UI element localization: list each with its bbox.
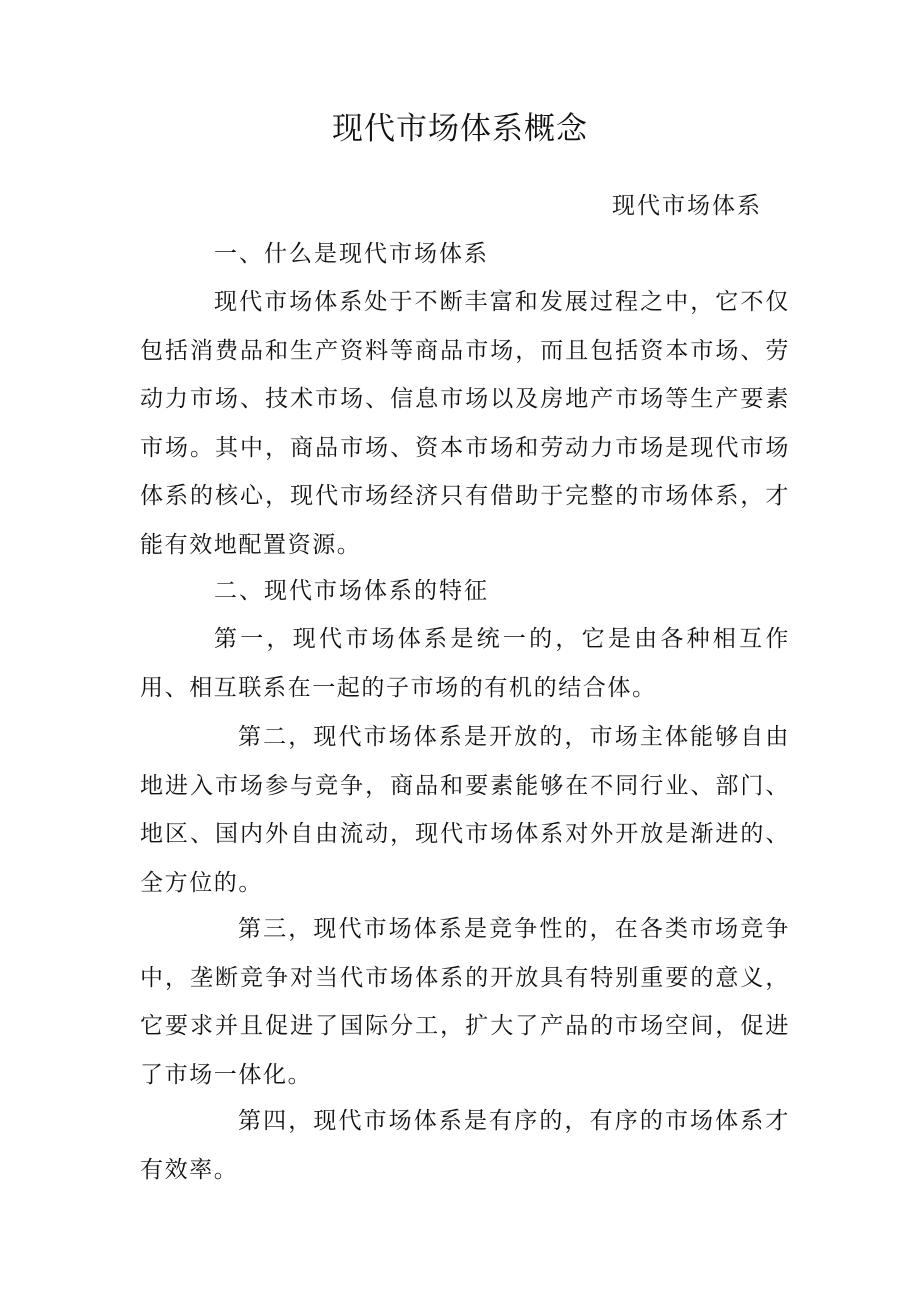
document-title: 现代市场体系概念 xyxy=(332,111,588,147)
paragraph-feature-open: 第二，现代市场体系是开放的，市场主体能够自由地进入市场参与竞争，商品和要素能够在不同行业、部门、地区、国内外自由流动，现代市场体系对外开放是渐进的、全方位的。 xyxy=(140,724,790,896)
paragraph-feature-unified: 第一，现代市场体系是统一的，它是由各种相互作用、相互联系在一起的子市场的有机的结合体。 xyxy=(140,626,790,701)
section-heading-2: 二、现代市场体系的特征 xyxy=(214,578,489,604)
section-heading-1: 一、什么是现代市场体系 xyxy=(214,241,489,267)
document-subtitle: 现代市场体系 xyxy=(612,193,762,219)
paragraph-feature-orderly: 第四，现代市场体系是有序的，有序的市场体系才有效率。 xyxy=(140,1108,790,1183)
paragraph-definition: 现代市场体系处于不断丰富和发展过程之中，它不仅包括消费品和生产资料等商品市场，而且包括资本市场、劳动力市场、技术市场、信息市场以及房地产市场等生产要素市场。其中，商品市场、资本市场和劳动力市场是现代市场体系的核心，现代市场经济只有借助于完整的市场体系，才能有效地配置资源。 xyxy=(140,289,790,558)
paragraph-feature-competitive: 第三，现代市场体系是竞争性的，在各类市场竞争中，垄断竞争对当代市场体系的开放具有特别重要的意义，它要求并且促进了国际分工，扩大了产品的市场空间，促进了市场一体化。 xyxy=(140,916,790,1088)
